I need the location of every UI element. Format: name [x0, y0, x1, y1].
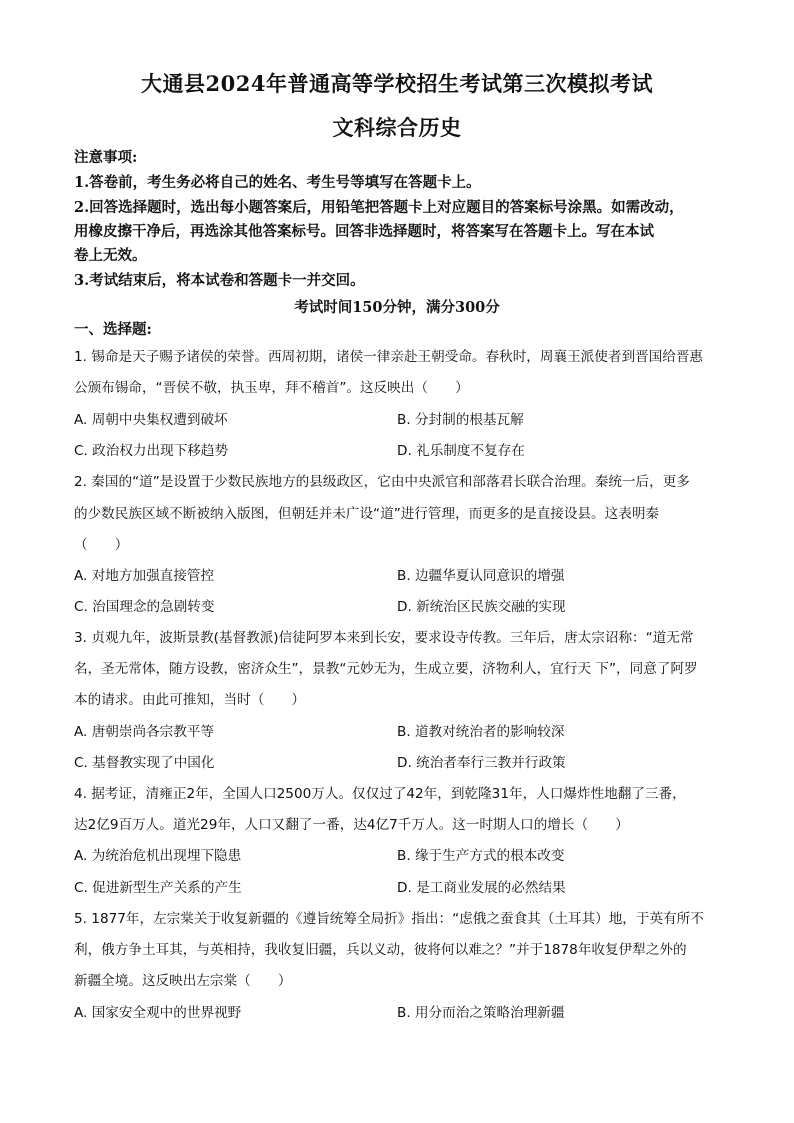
notice-heading: 注意事项: [74, 149, 138, 166]
exam-info: 考试时间150分钟，满分300分 [294, 299, 500, 316]
question-2-option-c[interactable]: C. 治国理念的急剧转变 [74, 599, 215, 615]
exam-subtitle: 文科综合历史 [332, 115, 462, 140]
question-2-option-d[interactable]: D. 新统治区民族交融的实现 [397, 599, 566, 615]
notice-item-1: 1.答卷前，考生务必将自己的姓名、考生号等填写在答题卡上。 [74, 174, 481, 191]
section-heading: 一、选择题: [74, 321, 152, 338]
question-4-line-1: 4. 据考证，清雍正2年，全国人口2500万人。仅仅过了42年，到乾隆31年，人口爆炸性地翻了三番， [74, 786, 686, 802]
question-3-line-3: 本的请求。由此可推知，当时（ ） [74, 692, 306, 708]
question-2-option-b[interactable]: B. 边疆华夏认同意识的增强 [397, 568, 565, 584]
question-3-option-c[interactable]: C. 基督教实现了中国化 [74, 755, 215, 771]
question-1-option-d[interactable]: D. 礼乐制度不复存在 [397, 443, 525, 459]
question-5-line-3: 新疆全境。这反映出左宗棠（ ） [74, 973, 292, 989]
question-3-option-d[interactable]: D. 统治者奉行三教并行政策 [397, 755, 566, 771]
notice-item-2-line-1: 2.回答选择题时，选出每小题答案后，用铅笔把答题卡上对应题目的答案标号涂黑。如需改动， [74, 199, 684, 216]
question-3-option-a[interactable]: A. 唐朝崇尚各宗教平等 [74, 724, 215, 740]
notice-item-2-line-2: 用橡皮擦干净后，再选涂其他答案标号。回答非选择题时，将答案写在答题卡上。写在本试 [74, 223, 654, 240]
question-1-line-1: 1. 锡命是天子赐予诸侯的荣誉。西周初期，诸侯一律亲赴王朝受命。春秋时，周襄王派使者到晋国给晋惠 [74, 349, 704, 365]
question-4-option-b[interactable]: B. 缘于生产方式的根本改变 [397, 848, 565, 864]
question-5-option-a[interactable]: A. 国家安全观中的世界视野 [74, 1005, 242, 1021]
question-1-option-c[interactable]: C. 政治权力出现下移趋势 [74, 443, 229, 459]
question-4-option-a[interactable]: A. 为统治危机出现埋下隐患 [74, 848, 242, 864]
question-1-option-a[interactable]: A. 周朝中央集权遭到破坏 [74, 412, 228, 428]
question-4-line-2: 达2亿9百万人。道光29年，人口又翻了一番，达4亿7千万人。这一时期人口的增长（ ） [74, 817, 629, 833]
question-5-line-2: 利，俄方争土耳其，与英相持，我收复旧疆，兵以义动，彼将何以难之？”并于1878年收复伊犁之外的 [74, 942, 687, 958]
question-5-line-1: 5. 1877年，左宗棠关于收复新疆的《遵旨统筹全局折》指出：“虑俄之蚕食其（土耳其）地，于英有所不 [74, 911, 704, 927]
notice-item-2-line-3: 卷上无效。 [74, 247, 147, 264]
question-1-option-b[interactable]: B. 分封制的根基瓦解 [397, 412, 524, 428]
question-2-line-1: 2. 秦国的“道”是设置于少数民族地方的县级政区，它由中央派官和部落君长联合治理。秦统一后，更多 [74, 474, 690, 490]
question-3-option-b[interactable]: B. 道教对统治者的影响较深 [397, 724, 565, 740]
question-5-option-b[interactable]: B. 用分而治之策略治理新疆 [397, 1005, 565, 1021]
question-4-option-d[interactable]: D. 是工商业发展的必然结果 [397, 880, 566, 896]
question-3-line-1: 3. 贞观九年，波斯景教(基督教派)信徒阿罗本来到长安，要求设寺传教。三年后，唐太宗诏称：“道无常 [74, 630, 694, 646]
question-1-line-2: 公颁布锡命，“晋侯不敬，执玉卑，拜不稽首”。这反映出（ ） [74, 380, 469, 396]
exam-title: 大通县2024年普通高等学校招生考试第三次模拟考试 [141, 71, 653, 96]
notice-item-3: 3.考试结束后，将本试卷和答题卡一并交回。 [74, 272, 365, 289]
question-2-option-a[interactable]: A. 对地方加强直接管控 [74, 568, 215, 584]
question-3-line-2: 名，圣无常体，随方设教，密济众生”，景教“元妙无为，生成立要，济物利人，宜行天 下”，同意了阿罗 [74, 661, 698, 677]
question-4-option-c[interactable]: C. 促进新型生产关系的产生 [74, 880, 242, 896]
question-2-line-3: （ ） [74, 537, 129, 553]
question-2-line-2: 的少数民族区域不断被纳入版图，但朝廷并未广设“道”进行管理，而更多的是直接设县。这表明秦 [74, 506, 660, 522]
